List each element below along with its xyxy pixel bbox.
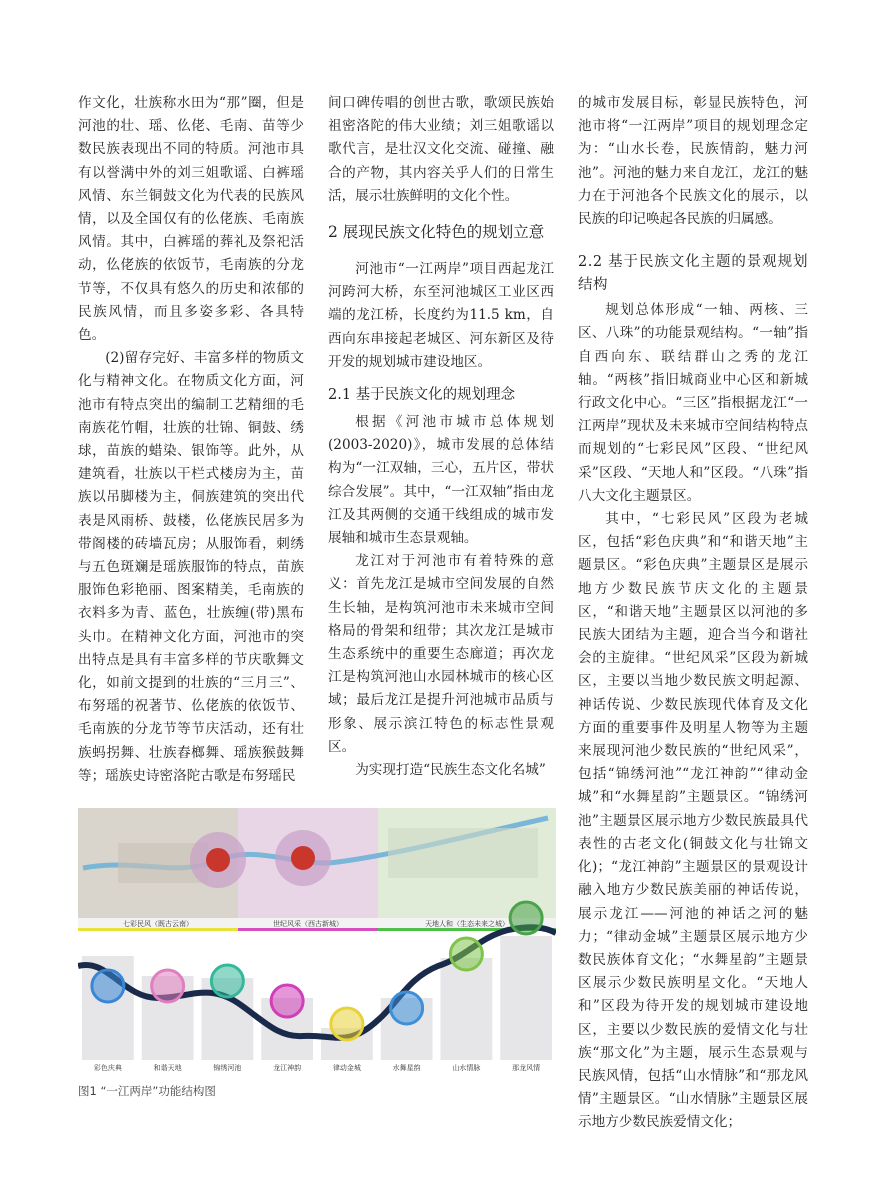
text-column-3	[578, 92, 808, 1135]
paragraph: 规划总体形成“一轴、两核、三区、八珠”的功能景观结构。“一轴”指自西向东、联结群山之秀的龙江轴。“两核”指旧城商业中心区和新城行政文化中心。“三区”指根据龙江“一江两岸”现状及未来城市空间结构特点而规划的“七彩民风”区段、“世纪风采”区段、“天地人和”区段。“八珠”指八大文化主题景区。	[578, 302, 808, 504]
section-heading: 2 展现民族文化特色的规划立意	[328, 223, 545, 242]
paragraph: 间口碑传唱的创世古歌，歌颂民族始祖密洛陀的伟大业绩；刘三姐歌谣以歌代言，是壮汉文化交流、碰撞、融合的产物，其内容关乎人们的日常生活，展示壮族鲜明的文化个性。	[328, 95, 554, 204]
stop-bar	[500, 936, 552, 1060]
stop-label: 那龙风情	[512, 1064, 541, 1072]
paragraph: 的城市发展目标，彰显民族特色，河池市将“一江两岸”项目的规划理念定为：“山水长卷，民族情韵，魅力河池”。河池的魅力来自龙江，龙江的魅力在于河池各个民族文化的展示，以民族的印记唤起各民族的归属感。	[578, 95, 808, 228]
paragraph: 根据《河池市城市总体规划(2003-2020)》，城市发展的总体结构为“一江双轴，三心，五片区，带状综合发展”。其中，“一江双轴”指由龙江及其两侧的交通干线组成的城市发展轴和城市生态景观轴。	[328, 414, 554, 547]
stop-label: 锦绣河池	[213, 1064, 242, 1072]
zone-label: 天地人和（生态未来之城）	[425, 920, 509, 928]
stop-label: 彩色庆典	[93, 1064, 122, 1072]
zone-color-bar	[238, 928, 378, 931]
figure-caption: 图1 “一江两岸”功能结构图	[78, 1084, 216, 1098]
text-column-2	[328, 92, 554, 782]
stop-label: 律动金城	[332, 1064, 361, 1072]
stop-label: 山水情脉	[452, 1064, 481, 1072]
figure-function-structure	[78, 798, 556, 1110]
stop-label: 和谐天地	[153, 1064, 182, 1072]
stop-bar	[441, 958, 493, 1060]
paragraph: 作文化，壮族称水田为“那”圈，但是河池的壮、瑶、仫佬、毛南、苗等少数民族表现出不同的特质。河池市具有以誉满中外的刘三姐歌谣、白裤瑶风情、东兰铜鼓文化为代表的民族风情，以及全国仅有的仫佬族、毛南族风情。其中，白裤瑶的葬礼及祭祀活动，仫佬族的依饭节，毛南族的分龙节等，不仅具有悠久的历史和浓郁的民族风情，而且多姿多彩、各具特色。	[78, 95, 304, 344]
urban-area	[388, 828, 538, 878]
paragraph: (2)留存完好、丰富多样的物质文化与精神文化。在物质文化方面，河池市有特点突出的编制工艺精细的毛南族花竹帽，壮族的壮锦、铜鼓、绣球，苗族的蜡染、银饰等。此外，从建筑看，壮族以干栏式楼房为主，苗族以吊脚楼为主，侗族建筑的突出代表是风雨桥、鼓楼，仫佬族民居多为带阁楼的砖墙瓦房；从服饰看，刺绣与五色斑斓是瑶族服饰的特点，苗族服饰色彩艳丽、图案精美，毛南族的衣料多为青、蓝色，壮族缠(带)黑布头巾。在精神文化方面，河池市的突出特点是具有丰富多样的节庆歌舞文化，如前文提到的壮族的“三月三”、布努瑶的祝著节、仫佬族的依饭节、毛南族的分龙节等节庆活动，还有壮族蚂拐舞、壮族舂榔舞、瑶族猴鼓舞等；瑶族史诗密洛陀古歌是布努瑶民	[78, 350, 304, 784]
paragraph: 河池市“一江两岸”项目西起龙江河跨河大桥，东至河池城区工业区西端的龙江桥，长度约为11.5 km，自西向东串接起老城区、河东新区及待开发的规划城市建设地区。	[328, 261, 554, 370]
subsection-heading: 2.1 基于民族文化的规划理念	[328, 387, 516, 404]
stop-label: 水舞星韵	[392, 1064, 421, 1072]
paragraph: 龙江对于河池市有着特殊的意义：首先龙江是城市空间发展的自然生长轴，是构筑河池市未来城市空间格局的骨架和纽带；其次龙江是城市生态系统中的重要生态廊道；再次龙江是构筑河池山水园林城市的核心区域；最后龙江是提升河池城市品质与形象、展示滨江特色的标志性景观区。	[328, 553, 554, 755]
subsection-heading: 2.2 基于民族文化主题的景观规划结构	[578, 254, 808, 294]
paragraph: 其中，“七彩民风”区段为老城区，包括“彩色庆典”和“和谐天地”主题景区。“彩色庆典”主题景区是展示地方少数民族节庆文化的主题景区，“和谐天地”主题景区以河池的多民族大团结为主题，迎合当今和谐社会的主旋律。“世纪风采”区段为新城区，主要以当地少数民族文明起源、神话传说、少数民族现代体育及文化方面的重要事件及明星人物等为主题来展现河池少数民族的“世纪风采”，包括“锦绣河池”“龙江神韵”“律动金城”和“水舞星韵”主题景区。“锦绣河池”主题景区展示地方少数民族最具代表性的古老文化(铜鼓文化与壮锦文化)；“龙江神韵”主题景区的景观设计融入地方少数民族美丽的神话传说，展示龙江——河池的神话之河的魅力；“律动金城”主题景区展示地方少数民族体育文化；“水舞星韵”主题景区展示少数民族明星文化。“天地人和”区段为待开发的规划城市建设地区，主要以少数民族的爱情文化与壮族“那文化”为主题，展示生态景观与民族风情，包括“山水情脉”和“那龙风情”主题景区。“山水情脉”主题景区展示地方少数民族爱情文化；	[578, 511, 808, 1131]
structure-diagram	[78, 798, 556, 1078]
zone-color-bar	[78, 928, 238, 931]
zone-label: 七彩民风（既古云南）	[123, 920, 193, 928]
text-column-1	[78, 92, 304, 788]
paragraph: 为实现打造“民族生态文化名城”	[355, 762, 546, 779]
stop-label: 龙江神韵	[273, 1064, 302, 1072]
core-marker	[206, 848, 230, 872]
zone-label: 世纪风采（西古新城）	[273, 920, 343, 928]
core-marker	[291, 846, 315, 870]
